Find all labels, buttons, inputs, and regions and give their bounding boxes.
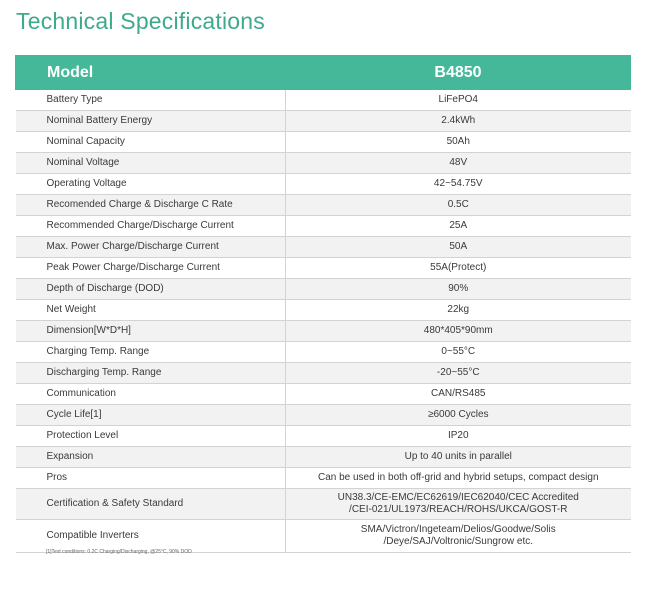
spec-table xyxy=(15,55,631,553)
row-value: 50A xyxy=(286,237,631,258)
row-value-line: SMA/Victron/Ingeteam/Delios/Goodwe/Solis xyxy=(360,524,556,535)
row-param: Depth of Discharge (DOD) xyxy=(16,279,286,300)
row-value: Up to 40 units in parallel xyxy=(286,447,631,468)
table-row xyxy=(16,321,631,342)
row-param: Nominal Capacity xyxy=(16,132,286,153)
row-param: Compatible Inverters xyxy=(16,520,286,553)
table-row xyxy=(16,384,631,405)
table-row xyxy=(16,237,631,258)
table-row xyxy=(16,258,631,279)
row-value: 42~54.75V xyxy=(286,174,631,195)
row-param: Discharging Temp. Range xyxy=(16,363,286,384)
row-value: Can be used in both off-grid and hybrid setups, compact design xyxy=(286,468,631,489)
table-row xyxy=(16,363,631,384)
row-param: Battery Type xyxy=(16,90,286,111)
row-value: 22kg xyxy=(286,300,631,321)
row-value: 0.5C xyxy=(286,195,631,216)
row-param: Charging Temp. Range xyxy=(16,342,286,363)
row-param: Communication xyxy=(16,384,286,405)
table-row xyxy=(16,300,631,321)
row-param: Net Weight xyxy=(16,300,286,321)
row-value-line: /Deye/SAJ/Voltronic/Sungrow etc. xyxy=(383,536,534,547)
table-row xyxy=(16,405,631,426)
table-row xyxy=(16,279,631,300)
row-param: Protection Level xyxy=(16,426,286,447)
row-value: ≥6000 Cycles xyxy=(286,405,631,426)
table-row xyxy=(16,90,631,111)
table-row xyxy=(16,195,631,216)
row-value: LiFePO4 xyxy=(286,90,631,111)
row-value: 90% xyxy=(286,279,631,300)
row-value: 0~55°C xyxy=(286,342,631,363)
page-title: Technical Specifications xyxy=(16,8,265,34)
row-param: Pros xyxy=(16,468,286,489)
row-param: Cycle Life[1] xyxy=(16,405,286,426)
row-value: IP20 xyxy=(286,426,631,447)
row-param: Expansion xyxy=(16,447,286,468)
table-row xyxy=(16,426,631,447)
row-value xyxy=(286,520,631,553)
row-param: Dimension[W*D*H] xyxy=(16,321,286,342)
row-value xyxy=(286,489,631,520)
table-row xyxy=(16,520,631,553)
row-param: Operating Voltage xyxy=(16,174,286,195)
model-value-header: B4850 xyxy=(286,56,631,90)
row-param: Peak Power Charge/Discharge Current xyxy=(16,258,286,279)
table-row xyxy=(16,111,631,132)
row-value: -20~55°C xyxy=(286,363,631,384)
row-param: Recomended Charge & Discharge C Rate xyxy=(16,195,286,216)
table-row xyxy=(16,342,631,363)
row-param: Max. Power Charge/Discharge Current xyxy=(16,237,286,258)
table-row xyxy=(16,216,631,237)
row-value-line: UN38.3/CE-EMC/EC62619/IEC62040/CEC Accredited xyxy=(337,492,579,503)
row-value: 48V xyxy=(286,153,631,174)
row-value-line: /CEI-021/UL1973/REACH/ROHS/UKCA/GOST-R xyxy=(349,504,568,515)
table-row xyxy=(16,447,631,468)
table-row xyxy=(16,468,631,489)
footnote: [1]Test conditions: 0.2C Charging/Discharging, @25°C, 90% DOD xyxy=(46,549,192,555)
table-row xyxy=(16,153,631,174)
row-value: CAN/RS485 xyxy=(286,384,631,405)
table-row xyxy=(16,174,631,195)
row-value: 55A(Protect) xyxy=(286,258,631,279)
table-row xyxy=(16,132,631,153)
table-row xyxy=(16,489,631,520)
row-param: Nominal Voltage xyxy=(16,153,286,174)
model-header: Model xyxy=(16,56,286,90)
row-value: 2.4kWh xyxy=(286,111,631,132)
row-value: 50Ah xyxy=(286,132,631,153)
table-header-row xyxy=(16,56,631,90)
row-value: 25A xyxy=(286,216,631,237)
row-param: Certification & Safety Standard xyxy=(16,489,286,520)
row-param: Recommended Charge/Discharge Current xyxy=(16,216,286,237)
row-value: 480*405*90mm xyxy=(286,321,631,342)
row-param: Nominal Battery Energy xyxy=(16,111,286,132)
